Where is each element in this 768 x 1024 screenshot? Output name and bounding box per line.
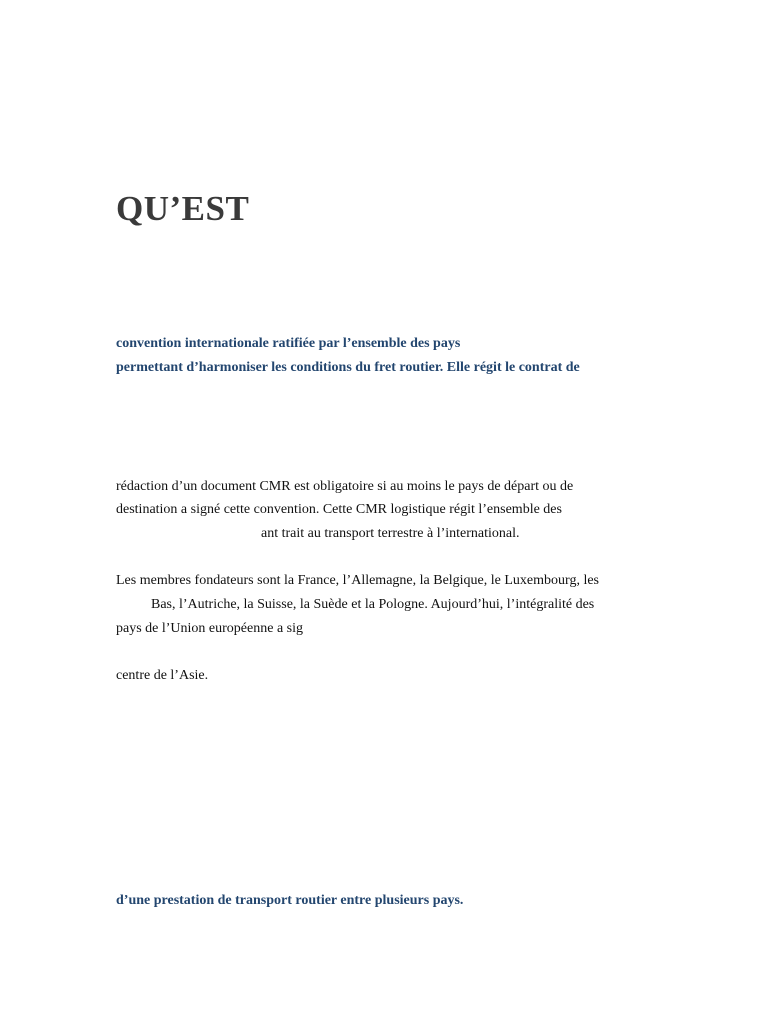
intro-line-2: permettant d’harmoniser les conditions du fret routier. Elle régit le contrat de <box>116 360 580 375</box>
paragraph1-line-3: ant trait au transport terrestre à l’international. <box>261 526 520 541</box>
paragraph2-line-3: pays de l’Union européenne a sig <box>116 621 303 636</box>
paragraph1-line-1: rédaction d’un document CMR est obligatoire si au moins le pays de départ ou de <box>116 479 574 494</box>
paragraph1-line-2: destination a signé cette convention. Cette CMR logistique régit l’ensemble des <box>116 502 562 517</box>
paragraph3-line-1: centre de l’Asie. <box>116 668 209 683</box>
paragraph2-line-2: Bas, l’Autriche, la Suisse, la Suède et la Pologne. Aujourd’hui, l’intégralité des <box>151 597 595 612</box>
paragraph2-line-1: Les membres fondateurs sont la France, l’Allemagne, la Belgique, le Luxembourg, les <box>116 573 599 588</box>
closing-line: d’une prestation de transport routier entre plusieurs pays. <box>116 893 464 908</box>
intro-line-1: convention internationale ratifiée par l’ensemble des pays <box>116 336 461 351</box>
page-heading: QU’EST <box>116 189 250 228</box>
